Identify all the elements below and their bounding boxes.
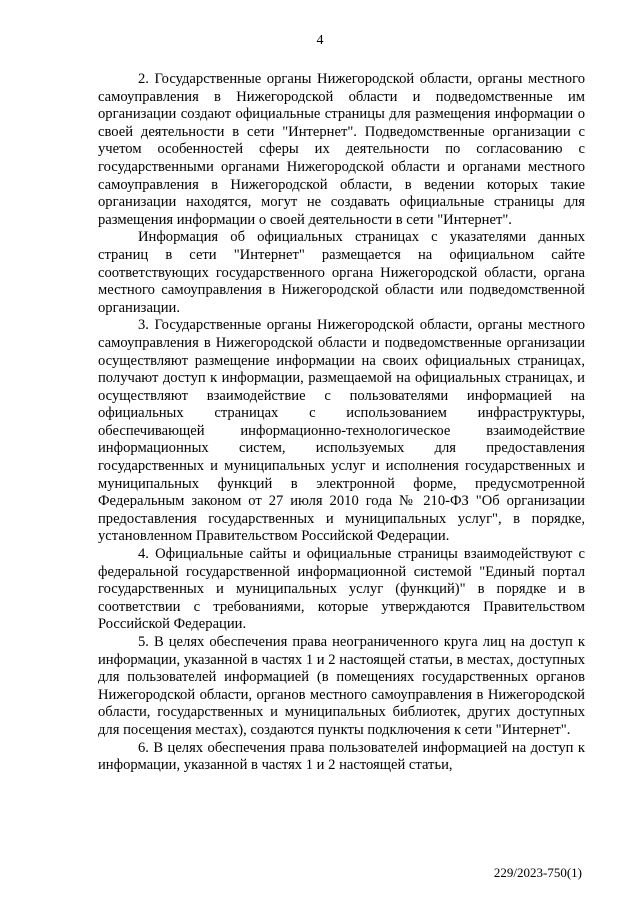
paragraph-4: 4. Официальные сайты и официальные страницы взаимодействуют с федеральной государственной информационной системой "Единый портал государственных и муниципальных услуг (функций)" в порядке и в соответствии с требованиями, которые утверждаются Правительством Российской Федерации. (98, 546, 585, 633)
paragraph-3: 3. Государственные органы Нижегородской области, органы местного самоуправления в Нижегородской области и подведомственные организации осуществляют размещение информации на своих официальных страницах, получают доступ к информации, размещаемой на официальных страницах, и осуществляют взаимодействие с пользователями информацией на официальных страницах с использованием инфраструктуры, обеспечивающей информационно-технологическое взаимодействие информационных систем, используемых для предоставления государственных и муниципальных услуг и исполнения государственных и муниципальных функций в электронной форме, предусмотренной Федеральным законом от 27 июля 2010 года № 210-ФЗ "Об организации предоставления государственных и муниципальных услуг", в порядке, установленном Правительством Российской Федерации. (98, 317, 585, 545)
document-body (98, 71, 585, 775)
paragraph-6: 6. В целях обеспечения права пользователей информацией на доступ к информации, указанной в частях 1 и 2 настоящей статьи, (98, 739, 585, 774)
document-code: 229/2023-750(1) (493, 865, 582, 880)
paragraph-official-pages-info: Информация об официальных страницах с указателями данных страниц в сети "Интернет" размещается на официальном сайте соответствующих государственного органа Нижегородской области, органа местного самоуправления в Нижегородской области или подведомственной организации. (98, 229, 585, 316)
page-number: 4 (316, 33, 324, 48)
paragraph-5: 5. В целях обеспечения права неограниченного круга лиц на доступ к информации, указанной в частях 1 и 2 настоящей статьи, в местах, доступных для пользователей информацией (в помещениях государственных органов Нижегородской области, органов местного самоуправления в Нижегородской области, государственных и муниципальных библиотек, других доступных для посещения местах), создаются пункты подключения к сети "Интернет". (98, 634, 585, 738)
paragraph-2: 2. Государственные органы Нижегородской области, органы местного самоуправления в Нижегородской области и подведомственные им организации создают официальные страницы для размещения информации о своей деятельности в сети "Интернет". Подведомственные организации с учетом особенностей сферы их деятельности по согласованию с государственными органами Нижегородской области и органами местного самоуправления в Нижегородской области, в ведении которых такие организации находятся, могут не создавать официальные страницы для размещения информации о своей деятельности в сети "Интернет". (98, 71, 585, 228)
